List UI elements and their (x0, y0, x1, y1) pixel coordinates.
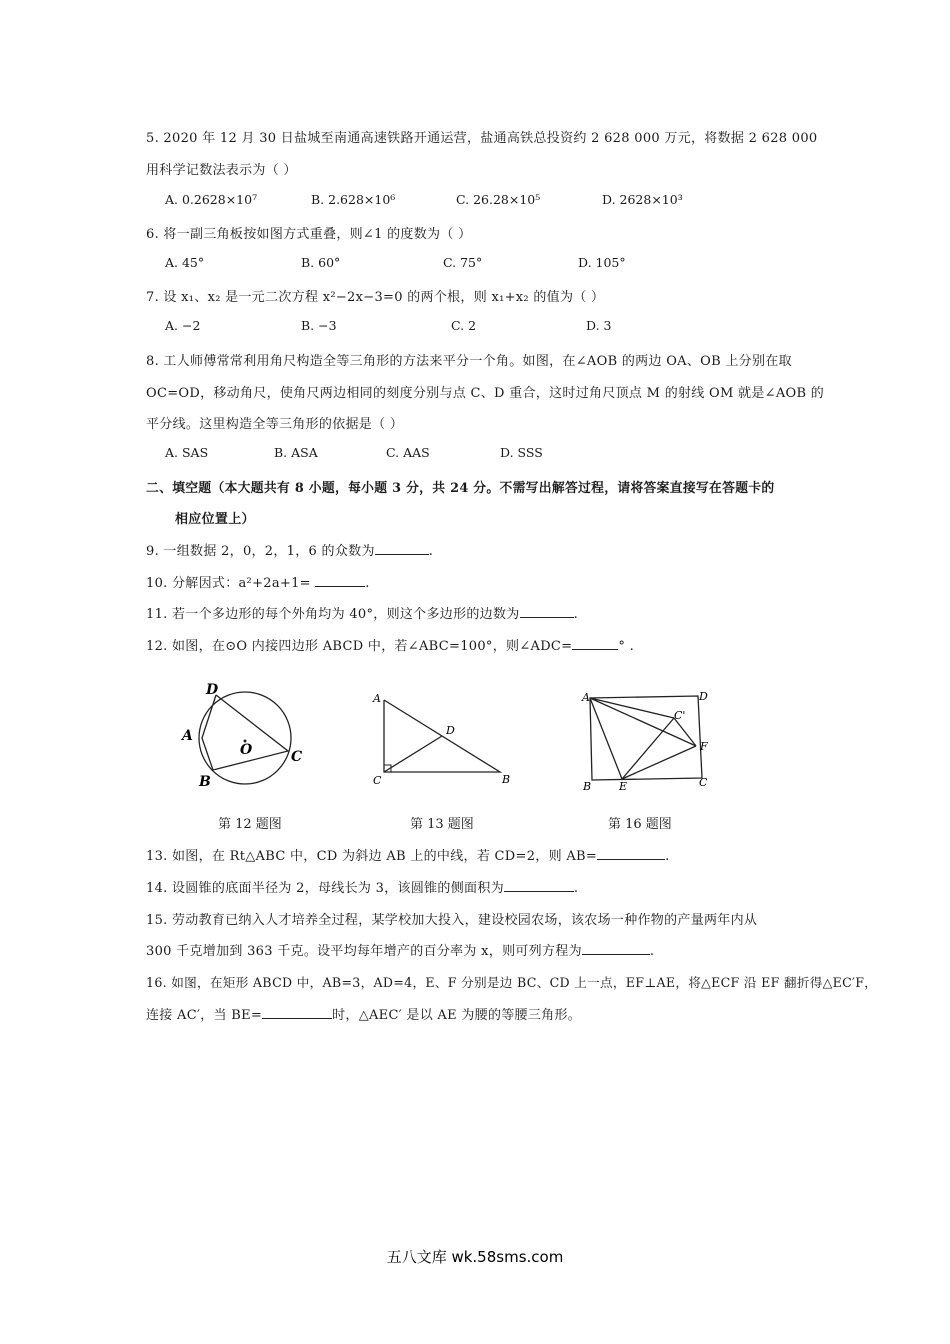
fig13-label-d: D (446, 724, 455, 737)
q12-end: ° . (618, 639, 635, 654)
q8-option-a: A. SAS (165, 445, 209, 460)
q16-text: 连接 AC′，当 BE= (146, 1008, 263, 1023)
q15-line1: 15. 劳动教育已纳入人才培养全过程，某学校加大投入，建设校园农场，该农场一种作物的产量两年内从 (146, 913, 758, 928)
q12 (146, 635, 634, 654)
q12-answer-blank[interactable] (572, 637, 618, 650)
q7-option-c: C. 2 (451, 318, 477, 333)
q5-line2: 用科学记数法表示为（ ） (146, 163, 297, 178)
q8-line3: 平分线。这里构造全等三角形的依据是（ ） (146, 417, 404, 432)
q8-option-d: D. SSS (500, 445, 543, 460)
q7-text: 7. 设 x₁、x₂ 是一元二次方程 x²−2x−3=0 的两个根，则 x₁+x₂ 的值为（ ） (146, 290, 605, 305)
q9 (146, 540, 433, 559)
fig13-label-a: A (373, 692, 381, 705)
q5-option-a: A. 0.2628×10⁷ (165, 192, 258, 207)
q11 (146, 603, 578, 622)
fig12-label-c: C (291, 749, 303, 765)
q5-option-c: C. 26.28×10⁵ (456, 192, 541, 207)
q6-option-d: D. 105° (578, 255, 626, 270)
q11-answer-blank[interactable] (520, 605, 574, 618)
q11-end: . (573, 607, 579, 622)
fig12-label-a: A (182, 728, 193, 744)
q13-answer-blank[interactable] (597, 847, 665, 860)
q5-option-b: B. 2.628×10⁶ (311, 192, 396, 207)
q6-option-c: C. 75° (443, 255, 483, 270)
q14 (146, 877, 578, 896)
q16-answer-blank[interactable] (262, 1006, 332, 1019)
q13-text: 13. 如图，在 Rt△ABC 中，CD 为斜边 AB 上的中线，若 CD=2，则 AB= (146, 849, 598, 864)
q11-text: 11. 若一个多边形的每个外角均为 40°，则这个多边形的边数为 (146, 607, 520, 622)
fig16-label-c: C (699, 776, 708, 789)
q15-answer-blank[interactable] (582, 942, 650, 955)
q13 (146, 845, 670, 864)
fig16-label-e: E (619, 780, 628, 793)
q8-line1: 8. 工人师傅常常利用角尺构造全等三角形的方法来平分一个角。如图，在∠AOB 的两边 OA、OB 上分别在取 (146, 354, 792, 369)
q16-end: 时，△AEC′ 是以 AE 为腰的等腰三角形。 (332, 1008, 582, 1023)
q15 (146, 940, 654, 959)
fig16-label-c-prime: C' (674, 709, 686, 722)
q9-end: . (428, 544, 434, 559)
q10-answer-blank[interactable] (315, 574, 365, 587)
q6-option-b: B. 60° (301, 255, 341, 270)
fig16-label-d: D (699, 690, 708, 703)
q13-end: . (665, 849, 670, 864)
fig16-label-a: A (582, 691, 590, 704)
fig12-label-d: D (206, 682, 219, 698)
q16-line1: 16. 如图，在矩形 ABCD 中，AB=3，AD=4，E、F 分别是边 BC、CD 上一点，EF⊥AE，将△ECF 沿 EF 翻折得△EC′F， (146, 975, 878, 990)
section2-heading-line2: 相应位置上） (175, 512, 255, 527)
fig13-label-c: C (373, 774, 382, 787)
q16 (146, 1004, 581, 1023)
q8-option-b: B. ASA (274, 445, 318, 460)
q8-option-c: C. AAS (386, 445, 430, 460)
fig12-caption: 第 12 题图 (218, 817, 282, 832)
section2-heading-line1: 二、填空题（本大题共有 8 小题，每小题 3 分，共 24 分。不需写出解答过程，请将答案直接写在答题卡的 (146, 481, 775, 496)
fig13-caption: 第 13 题图 (410, 817, 474, 832)
q10 (146, 572, 370, 591)
q14-answer-blank[interactable] (504, 879, 574, 892)
fig16-label-b: B (583, 780, 592, 793)
fig16-label-f: F (700, 740, 708, 753)
figure-12 (172, 680, 312, 792)
q10-end: . (365, 576, 370, 591)
figure-16 (578, 686, 718, 794)
q14-end: . (573, 881, 579, 896)
q9-text: 9. 一组数据 2，0，2，1，6 的众数为 (146, 544, 375, 559)
q15-text: 300 千克增加到 363 千克。设平均每年增产的百分率为 x，则可列方程为 (146, 944, 582, 959)
q8-line2: OC=OD，移动角尺，使角尺两边相同的刻度分别与点 C、D 重合，这时过角尺顶点 M 的射线 OM 就是∠AOB 的 (146, 386, 825, 401)
q14-text: 14. 设圆锥的底面半径为 2，母线长为 3，该圆锥的侧面积为 (146, 881, 504, 896)
q7-option-b: B. −3 (301, 318, 337, 333)
q6-text: 6. 将一副三角板按如图方式重叠，则∠1 的度数为（ ） (146, 227, 472, 242)
q10-text: 10. 分解因式：a²+2a+1= (146, 576, 311, 591)
q9-answer-blank[interactable] (375, 542, 429, 555)
fig16-caption: 第 16 题图 (608, 817, 672, 832)
fig12-label-b: B (199, 774, 211, 790)
q5-line1: 5. 2020 年 12 月 30 日盐城至南通高速铁路开通运营，盐通高铁总投资约 2 628 000 万元，将数据 2 628 000 (146, 131, 818, 146)
figure-13 (368, 688, 518, 790)
q7-option-a: A. −2 (165, 318, 201, 333)
q5-option-d: D. 2628×10³ (602, 192, 683, 207)
fig13-label-b: B (502, 773, 511, 786)
footer-watermark: 五八文库 wk.58sms.com (386, 1248, 564, 1266)
fig12-label-o: O (240, 742, 253, 758)
q6-option-a: A. 45° (165, 255, 205, 270)
q12-text: 12. 如图，在⊙O 内接四边形 ABCD 中，若∠ABC=100°，则∠ADC= (146, 639, 573, 654)
q15-end: . (649, 944, 655, 959)
q7-option-d: D. 3 (586, 318, 612, 333)
